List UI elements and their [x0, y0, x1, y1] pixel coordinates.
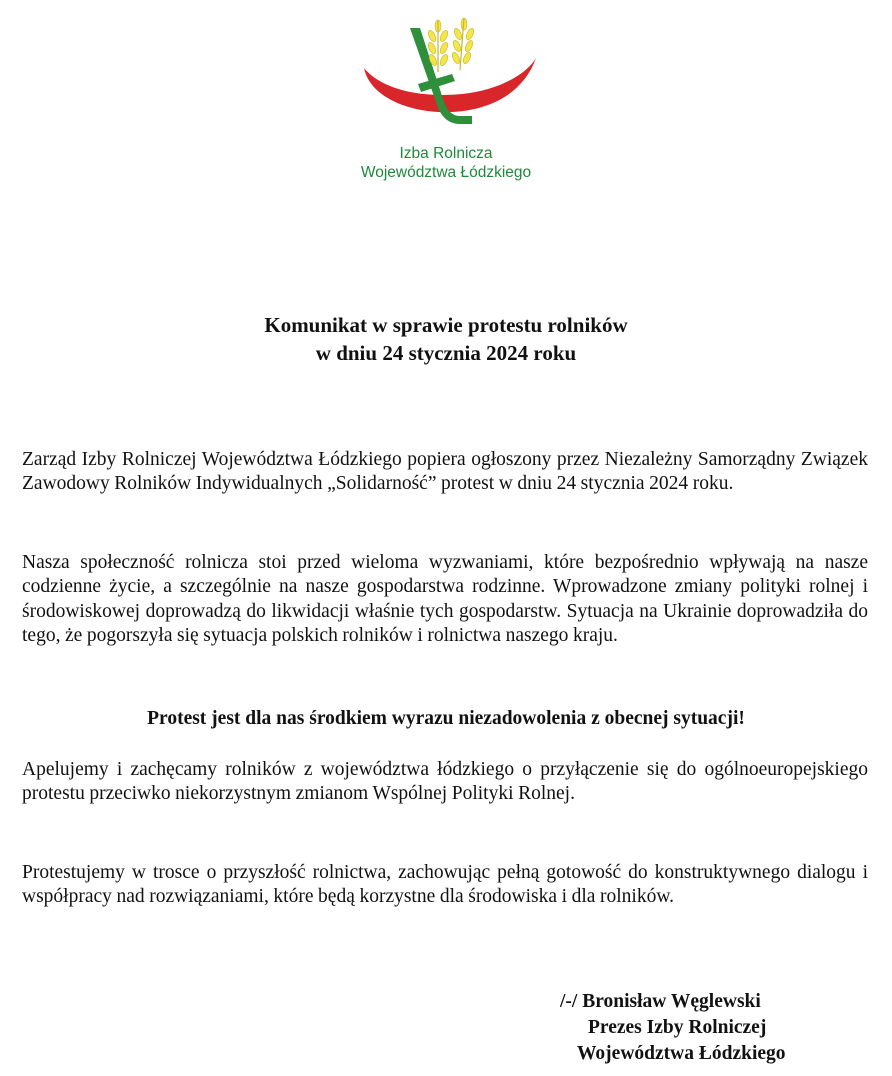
- izba-rolnicza-logo: [352, 6, 542, 136]
- logo-text-line1: Izba Rolnicza: [399, 145, 493, 162]
- logo-wheat: [427, 18, 476, 67]
- signature-name: /-/ Bronisław Węglewski: [560, 991, 761, 1012]
- logo-red-crescent: [364, 58, 536, 112]
- paragraph-dialogue: Protestujemy w trosce o przyszłość rolnictwa, zachowując pełną gotowość do konstruktywnego dialogu i współpracy nad rozwiązaniami, które będą korzystne dla środowiska i dla rolników.: [22, 862, 868, 908]
- signature-position: Prezes Izby Rolniczej: [588, 1017, 767, 1038]
- document-title-line1: Komunikat w sprawie protestu rolników: [264, 313, 628, 337]
- logo-text-line2: Województwa Łódzkiego: [360, 164, 532, 181]
- signature-organization: Województwa Łódzkiego: [577, 1043, 786, 1064]
- paragraph-challenges: Nasza społeczność rolnicza stoi przed wieloma wyzwaniami, które bezpośrednio wpływają na nasze codzienne życie, a szczególnie na nasze gospodarstwa rodzinne. Wprowadzone zmiany polityki rolnej i środowiskowej doprowadzą do likwidacji właśnie tych gospodarstw. Sytuacja na Ukrainie doprowadziła do tego, że pogorszyła się sytuacja polskich rolników i rolnictwa naszego kraju.: [22, 552, 868, 646]
- paragraph-appeal: Apelujemy i zachęcamy rolników z województwa łódzkiego o przyłączenie się do ogólnoeuropejskiego protestu przeciwko niekorzystnym zmianom Wspólnej Polityki Rolnej.: [22, 759, 868, 805]
- document-title-line2: w dniu 24 stycznia 2024 roku: [315, 341, 577, 365]
- paragraph-protest-statement: Protest jest dla nas środkiem wyrazu niezadowolenia z obecnej sytuacji!: [147, 708, 745, 729]
- paragraph-support: Zarząd Izby Rolniczej Województwa Łódzkiego popiera ogłoszony przez Niezależny Samorządny Związek Zawodowy Rolników Indywidualnych „Solidarność” protest w dniu 24 stycznia 2024 roku.: [22, 449, 868, 495]
